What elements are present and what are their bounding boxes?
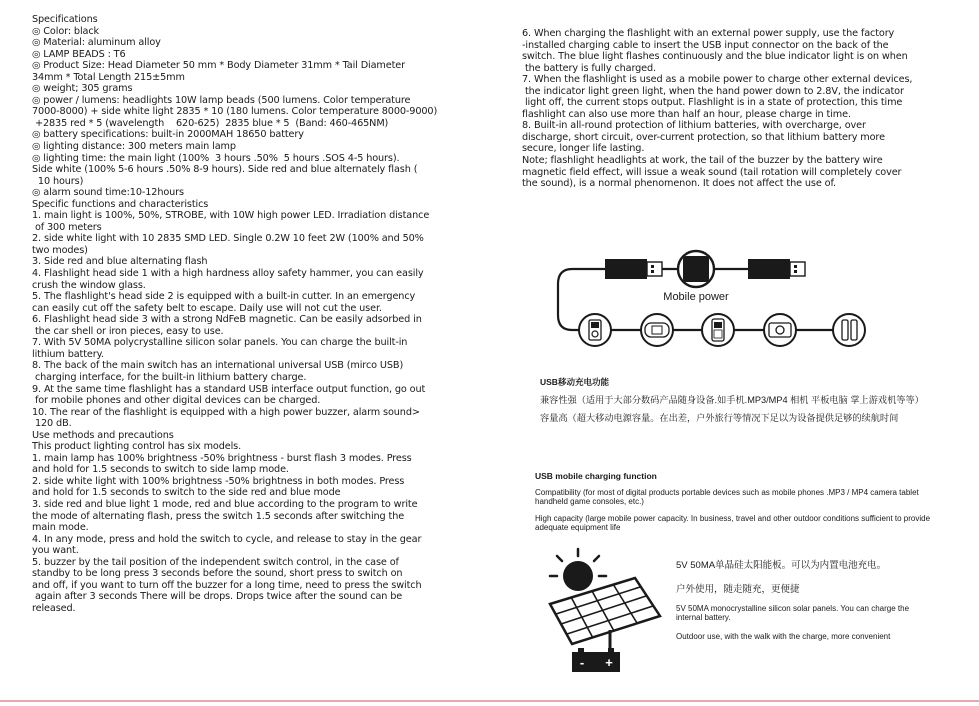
- spec-line: 1. main light is 100%, 50%, STROBE, with 10W high power LED. Irradiation distance: [32, 210, 430, 222]
- spec-line: of 300 meters: [32, 221, 102, 233]
- note-line: -installed charging cable to insert the USB input connector on the back of the: [522, 39, 889, 51]
- solar-en-description: 5V 50MA monocrystalline silicon solar panels. You can charge the internal battery.: [676, 604, 910, 623]
- spec-line: main mode.: [32, 522, 89, 534]
- spec-line: Side white (100% 5-6 hours .50% 8-9 hours). Side red and blue alternately flash (: [32, 164, 418, 176]
- spec-line: ◎ Material: aluminum alloy: [32, 37, 161, 49]
- spec-line: 10 hours): [32, 175, 84, 187]
- mobile-power-diagram: [550, 238, 880, 363]
- spec-line: 3. side red and blue light 1 mode, red and blue according to the program to write: [32, 498, 418, 510]
- usb-charging-cn-capacity: 容量高（超大移动电源容量。在出差，户外旅行等情况下足以为设备提供足够的续航时间: [540, 413, 899, 423]
- note-line: switch. The blue light flashes continuously and the blue indicator light is on when: [522, 51, 908, 63]
- spec-line: ◎ alarm sound time:10-12hours: [32, 187, 184, 199]
- spec-line: ◎ weight; 305 grams: [32, 83, 133, 95]
- spec-line: 1. main lamp has 100% brightness -50% brightness - burst flash 3 modes. Press: [32, 452, 412, 464]
- spec-line: 2. side white light with 100% brightness -50% brightness in both modes. Press: [32, 475, 405, 487]
- spec-line: Specific functions and characteristics: [32, 198, 209, 210]
- spec-line: 3. Side red and blue alternating flash: [32, 256, 208, 268]
- spec-line: 4. In any mode, press and hold the switch to cycle, and release to stay in the gear: [32, 533, 422, 545]
- mobile-power-label: Mobile power: [663, 291, 729, 303]
- mp3-player-icon: [579, 314, 611, 346]
- spec-line: the mode of alternating flash, press the switch 1.5 seconds after switching the: [32, 510, 405, 522]
- note-line: Note; flashlight headlights at work, the tail of the buzzer by the battery wire: [522, 155, 883, 167]
- usb-plug-right-icon: [748, 259, 805, 279]
- spec-line: ◎ power / lumens: headlights 10W lamp beads (500 lumens. Color temperature: [32, 94, 411, 106]
- spec-line: two modes): [32, 244, 88, 256]
- game-console-icon: [641, 314, 673, 346]
- spec-line: 7000-8000) + side white light 2835 * 10 (180 lumens. Color temperature 8000-9000): [32, 106, 438, 118]
- bottom-divider: [0, 700, 979, 702]
- spec-line: 8. The back of the main switch has an international universal USB (mirco USB): [32, 360, 404, 372]
- note-line: the indicator light green light, when the hand power down to 2.8V, the indicator: [522, 85, 904, 97]
- spec-line: 4. Flashlight head side 1 with a high hardness alloy safety hammer, you can easily: [32, 268, 424, 280]
- spec-line: 34mm * Total Length 215±5mm: [32, 71, 185, 83]
- spec-line: 9. At the same time flashlight has a standard USB interface output function, go out: [32, 383, 426, 395]
- sun-icon: [550, 549, 606, 591]
- spec-line: Use methods and precautions: [32, 429, 174, 441]
- solar-en-outdoor: Outdoor use, with the walk with the charge, more convenient: [676, 631, 891, 641]
- usb-charging-cn-heading: USB移动充电功能: [540, 377, 609, 387]
- spec-line: 2. side white light with 10 2835 SMD LED. Single 0.2W 10 feet 2W (100% and 50%: [32, 233, 424, 245]
- spec-line: ◎ LAMP BEADS : T6: [32, 48, 126, 60]
- mobile-phone-icon: [702, 314, 734, 346]
- spec-line: and hold for 1.5 seconds to switch to side lamp mode.: [32, 464, 289, 476]
- spec-line: 120 dB.: [32, 418, 72, 430]
- spec-line: ◎ Product Size: Head Diameter 50 mm * Body Diameter 31mm * Tail Diameter: [32, 60, 405, 72]
- spec-line: released.: [32, 602, 76, 614]
- usb-charging-en-heading: USB mobile charging function: [535, 471, 657, 481]
- spec-line: and hold for 1.5 seconds to switch to the side red and blue mode: [32, 487, 341, 499]
- terminal-plus-label: +: [605, 655, 613, 670]
- solar-panel-illustration: [540, 546, 665, 676]
- camera-icon: [764, 314, 796, 346]
- note-line: 6. When charging the flashlight with an external power supply, use the factory: [522, 28, 895, 39]
- specifications-column: [32, 14, 462, 614]
- power-bank-icon: [678, 251, 714, 287]
- solar-cn-subtitle: 户外使用，随走随充，更便捷: [676, 584, 800, 595]
- note-line: the battery is fully charged.: [522, 62, 657, 74]
- charging-notes-column: [522, 28, 942, 190]
- note-line: flashlight can also use more than half an hour, please charge in time.: [522, 108, 851, 120]
- spec-line: lithium battery.: [32, 348, 104, 360]
- spec-line: 10. The rear of the flashlight is equipped with a high power buzzer, alarm sound>: [32, 406, 420, 418]
- battery-icon: [833, 314, 865, 346]
- spec-line: 7. With 5V 50MA polycrystalline silicon solar panels. You can charge the built-in: [32, 337, 408, 349]
- spec-line: again after 3 seconds There will be drops. Drops twice after the sound can be: [32, 591, 403, 603]
- spec-line: Specifications: [32, 14, 98, 25]
- spec-line: and off, if you want to turn off the buzzer for a long time, need to press the switch: [32, 579, 422, 591]
- spec-line: ◎ lighting distance: 300 meters main lamp: [32, 141, 236, 153]
- note-line: 7. When the flashlight is used as a mobile power to charge other external devices,: [522, 74, 913, 86]
- usb-charging-cn-section: [540, 376, 940, 424]
- spec-line: for mobile phones and other digital devices can be charged.: [32, 395, 321, 407]
- spec-line: 5. buzzer by the tail position of the independent switch control, in the case of: [32, 556, 399, 568]
- spec-line: charging interface, for the built-in lithium battery charge.: [32, 371, 307, 383]
- usb-plug-left-icon: [605, 259, 662, 279]
- battery-terminal-icon: [572, 648, 620, 672]
- spec-line: ◎ Color: black: [32, 25, 100, 37]
- solar-panel-icon: [550, 578, 660, 654]
- spec-line: you want.: [32, 545, 79, 557]
- spec-line: 6. Flashlight head side 3 with a strong NdFeB magnetic. Can be easily adsorbed in: [32, 314, 422, 326]
- usb-charging-cn-compatibility: 兼容性强（适用于大部分数码产品随身设备.如手机.MP3/MP4 相机 平板电脑 掌上游戏机等等）: [540, 395, 924, 405]
- spec-line: standby to be long press 3 seconds before the sound, short press to switch on: [32, 568, 403, 580]
- terminal-minus-label: -: [579, 655, 585, 670]
- spec-line: This product lighting control has six models.: [32, 441, 242, 453]
- spec-line: crush the window glass.: [32, 279, 146, 291]
- solar-cn-title: 5V 50MA单晶硅太阳能板。可以为内置电池充电。: [676, 560, 887, 571]
- note-line: discharge, short circuit, over-current protection, so that lithium battery more: [522, 131, 885, 143]
- note-line: magnetic field effect, will issue a weak sound (tail rotation will completely cover: [522, 166, 902, 178]
- usb-charging-en-capacity: High capacity (large mobile power capacity. In business, travel and other outdoor conditions sufficient to provide adequate equipment life: [535, 513, 931, 532]
- spec-line: can easily cut off the safety belt to escape. Daily use will not cut the user.: [32, 302, 382, 314]
- spec-line: 5. The flashlight's head side 2 is equipped with a built-in cutter. In an emergency: [32, 291, 416, 303]
- note-line: the sound), is a normal phenomenon. It does not affect the use of.: [522, 178, 837, 190]
- usb-charging-en-section: [535, 471, 935, 532]
- spec-line: the car shell or iron pieces, easy to use.: [32, 325, 224, 337]
- spec-line: +2835 red * 5 (wavelength 620-625) 2835 blue * 5 (Band: 460-465NM): [32, 117, 389, 129]
- note-line: 8. Built-in all-round protection of lithium batteries, with overcharge, over: [522, 120, 866, 132]
- note-line: secure, longer life lasting.: [522, 143, 645, 155]
- spec-line: ◎ battery specifications: built-in 2000MAH 18650 battery: [32, 129, 304, 141]
- spec-line: ◎ lighting time: the main light (100% 3 hours .50% 5 hours .SOS 4-5 hours).: [32, 152, 400, 164]
- solar-panel-section: [676, 557, 936, 641]
- usb-charging-en-compatibility: Compatibility (for most of digital products portable devices such as mobile phones .MP3 / MP4 camera tablet handheld game consoles, etc.): [535, 488, 919, 507]
- note-line: light off, the current stops output. Flashlight is in a state of protection, this time: [522, 97, 903, 109]
